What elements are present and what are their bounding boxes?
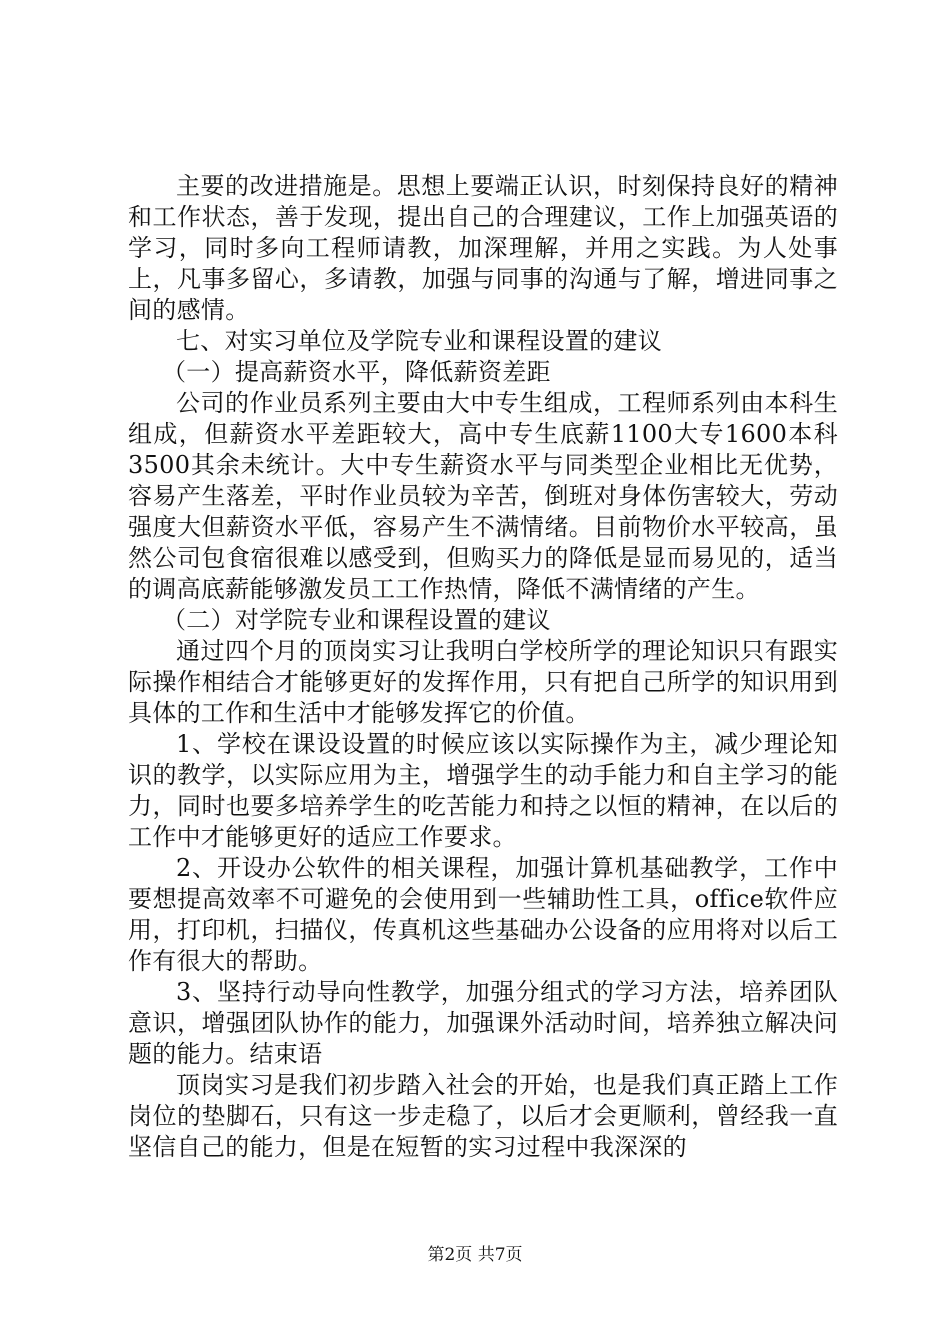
paragraph-suggestion-1: 1、学校在课设设置的时候应该以实际操作为主，减少理论知识的教学，以实际应用为主，增强学生的动手能力和自主学习的能力，同时也要多培养学生的吃苦能力和持之以恒的精神，在以后的工作中才能够更好的适应工作要求。 — [128, 730, 838, 851]
paragraph-suggestion-3: 3、坚持行动导向性教学，加强分组式的学习方法，培养团队意识，增强团队协作的能力，加强课外活动时间，培养独立解决问题的能力。结束语 — [128, 978, 838, 1068]
paragraph-conclusion: 顶岗实习是我们初步踏入社会的开始，也是我们真正踏上工作岗位的垫脚石，只有这一步走稳了，以后才会更顺利，曾经我一直坚信自己的能力，但是在短暂的实习过程中我深深的 — [128, 1071, 838, 1161]
paragraph-suggestion-2: 2、开设办公软件的相关课程，加强计算机基础教学，工作中要想提高效率不可避免的会使用到一些辅助性工具，office软件应用，打印机，扫描仪，传真机这些基础办公设备的应用将对以后工作有很大的帮助。 — [128, 854, 838, 975]
document-body — [128, 171, 838, 1163]
page-number-footer: 第2页 共7页 — [427, 1245, 523, 1265]
subheading-salary: （一）提高薪资水平，降低薪资差距 — [162, 358, 551, 386]
paragraph-internship-lesson: 通过四个月的顶岗实习让我明白学校所学的理论知识只有跟实际操作相结合才能够更好的发挥作用，只有把自己所学的知识用到具体的工作和生活中才能够发挥它的价值。 — [128, 637, 838, 727]
section-heading-seven: 七、对实习单位及学院专业和课程设置的建议 — [176, 327, 662, 355]
paragraph-salary: 公司的作业员系列主要由大中专生组成，工程师系列由本科生组成，但薪资水平差距较大，高中专生底薪1100大专1600本科3500其余未统计。大中专生薪资水平与同类型企业相比无优势，容易产生落差，平时作业员较为辛苦，倒班对身体伤害较大，劳动强度大但薪资水平低，容易产生不满情绪。目前物价水平较高，虽然公司包食宿很难以感受到，但购买力的降低是显而易见的，适当的调高底薪能够激发员工工作热情，降低不满情绪的产生。 — [128, 389, 838, 603]
paragraph-improvement-measures: 主要的改进措施是。思想上要端正认识，时刻保持良好的精神和工作状态，善于发现，提出自己的合理建议，工作上加强英语的学习，同时多向工程师请教，加深理解，并用之实践。为人处事上，凡事多留心，多请教，加强与同事的沟通与了解，增进同事之间的感情。 — [128, 172, 838, 324]
subheading-curriculum: （二）对学院专业和课程设置的建议 — [162, 606, 551, 634]
